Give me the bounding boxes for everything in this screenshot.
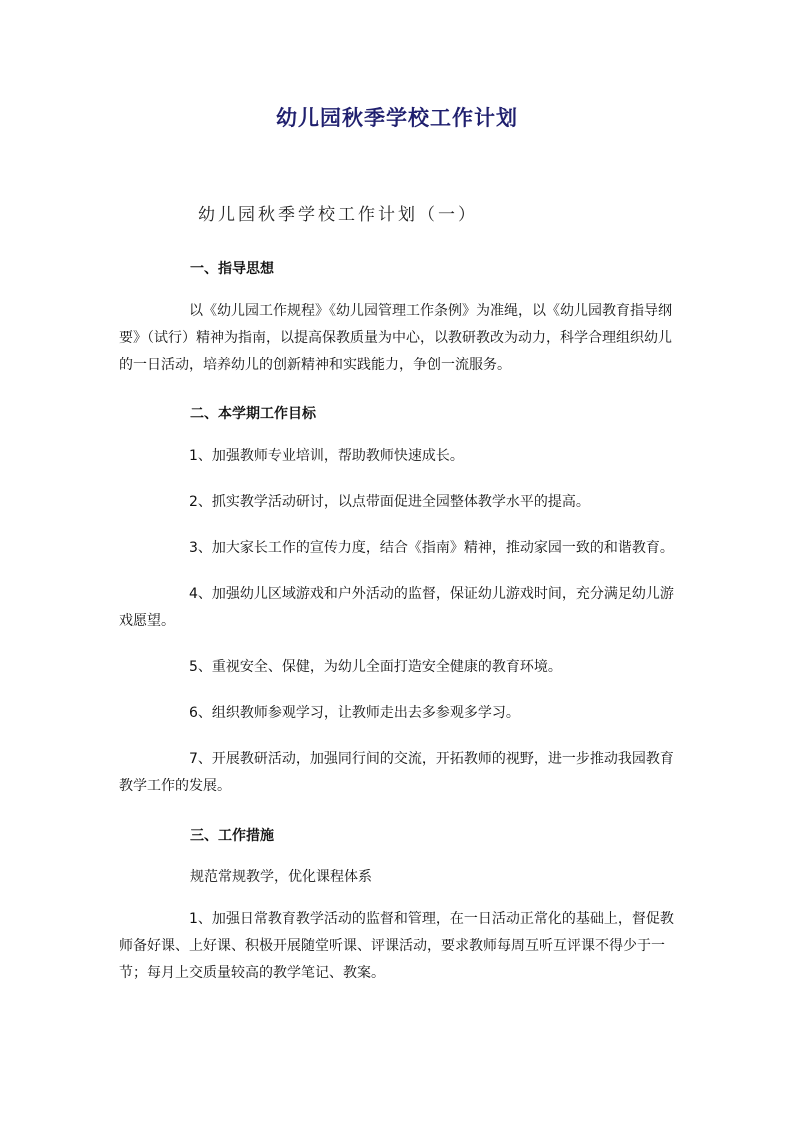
section-heading-guiding-thought: 一、指导思想: [190, 261, 274, 277]
goal-item: 2、抓实教学活动研讨，以点带面促进全园整体教学水平的提高。: [189, 494, 590, 510]
measure-item: 1、加强日常教育教学活动的监督和管理，在一日活动正常化的基础上，督促教师备好课、上好课、积极开展随堂听课、评课活动，要求教师每周互听互评课不得少于一节；每月上交质量较高的教学笔记、教案。: [119, 911, 674, 981]
goal-item: 1、加强教师专业培训，帮助教师快速成长。: [189, 448, 464, 464]
section-heading-goals: 二、本学期工作目标: [190, 406, 316, 422]
goal-item: 6、组织教师参观学习，让教师走出去多参观多学习。: [189, 705, 520, 721]
goal-item: 5、重视安全、保健，为幼儿全面打造安全健康的教育环境。: [189, 659, 562, 675]
document-subtitle: 幼儿园秋季学校工作计划（一）: [198, 205, 478, 225]
document-title: 幼儿园秋季学校工作计划: [276, 105, 518, 130]
section-paragraph-guiding-thought: 以《幼儿园工作规程》《幼儿园管理工作条例》为准绳，以《幼儿园教育指导纲要》（试行）精神为指南，以提高保教质量为中心，以教研教改为动力，科学合理组织幼儿的一日活动，培养幼儿的创新精神和实践能力，争创一流服务。: [119, 303, 672, 373]
goal-item: 4、加强幼儿区域游戏和户外活动的监督，保证幼儿游戏时间，充分满足幼儿游戏愿望。: [119, 586, 674, 629]
goal-item: 7、开展教研活动，加强同行间的交流，开拓教师的视野，进一步推动我园教育教学工作的发展。: [119, 751, 674, 794]
section-heading-measures: 三、工作措施: [190, 828, 274, 844]
measures-subheading: 规范常规教学，优化课程体系: [190, 869, 372, 885]
goal-item: 3、加大家长工作的宣传力度，结合《指南》精神，推动家园一致的和谐教育。: [189, 540, 674, 556]
